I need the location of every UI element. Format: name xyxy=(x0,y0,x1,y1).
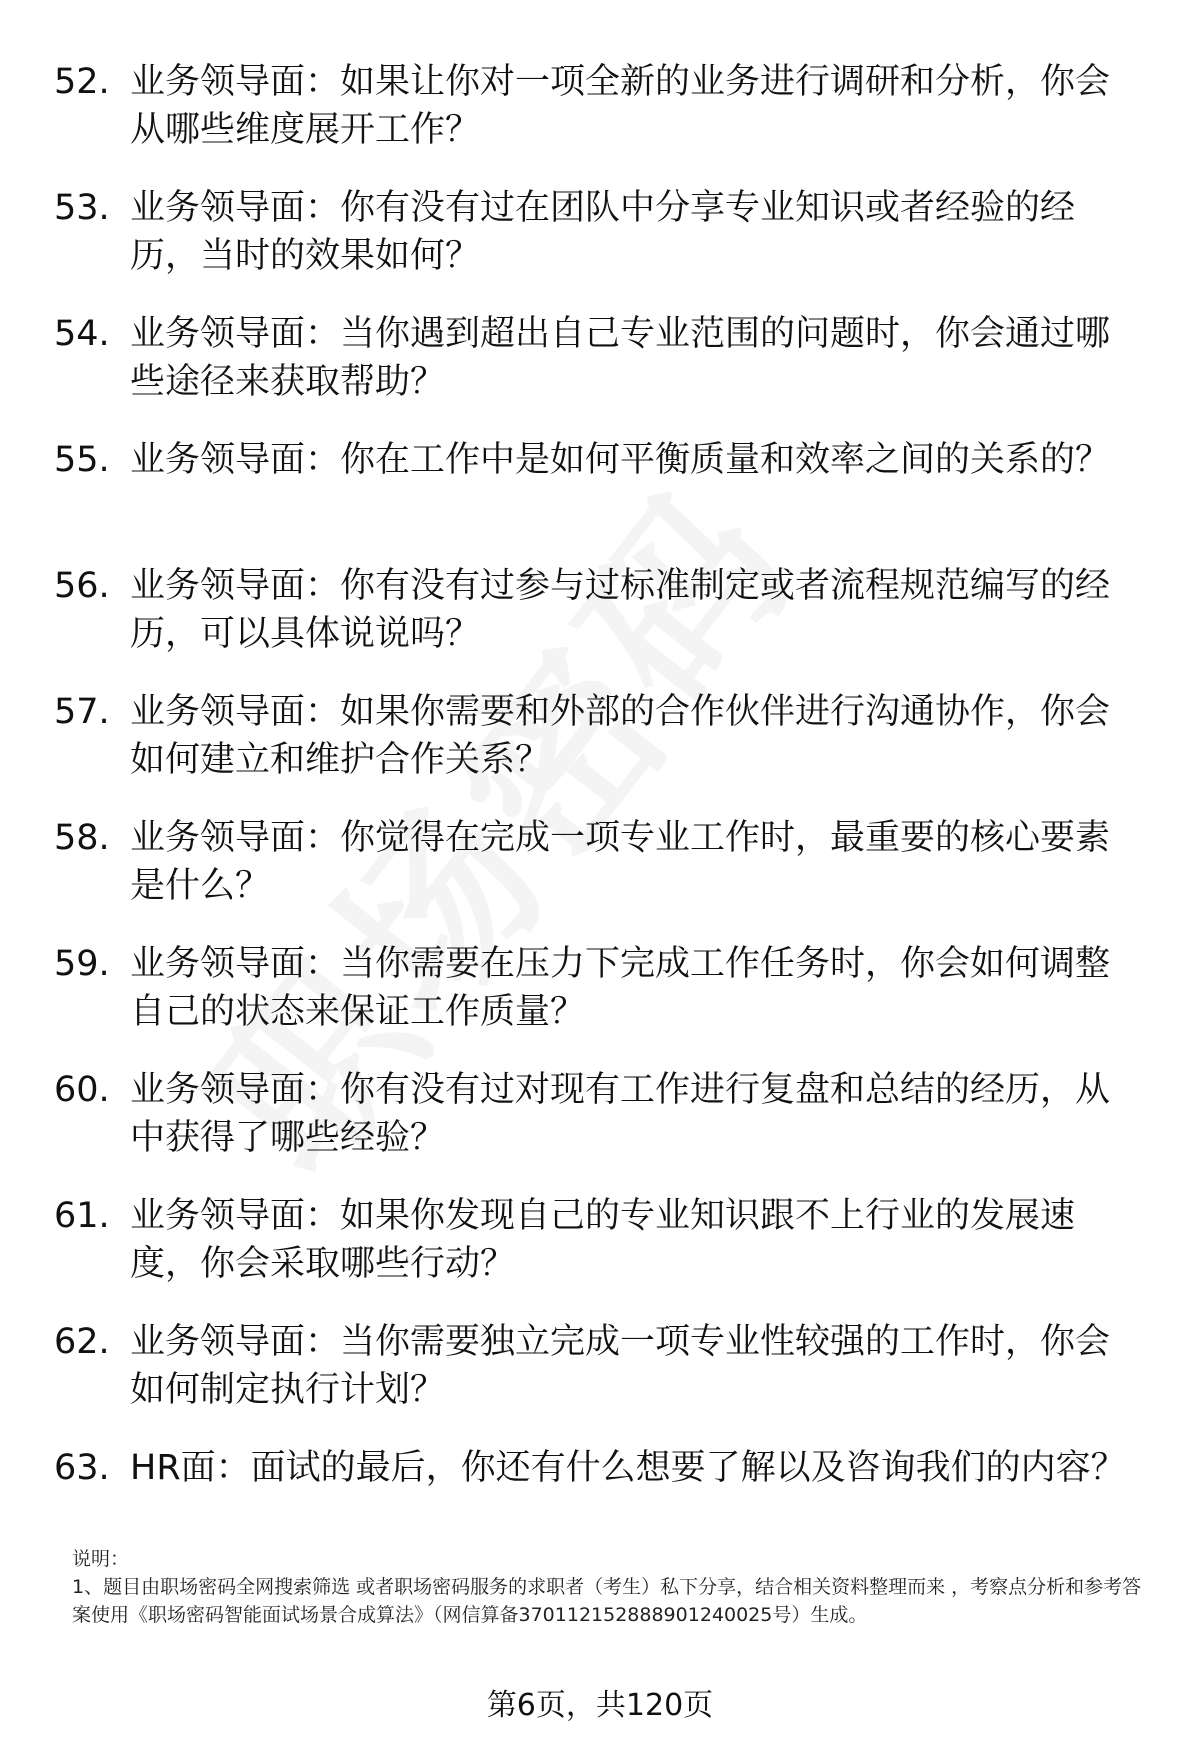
question-number: 57. xyxy=(54,692,110,732)
list-item xyxy=(0,436,1200,562)
question-list xyxy=(0,58,1200,1570)
notes-line: 1、题目由职场密码全网搜索筛选 或者职场密码服务的求职者（考生）私下分享，结合相关资料整理而来 ，考察点分析和参考答案使用《职场密码智能面试场景合成算法》（网信算备370112152888901240025号）生成。 xyxy=(72,1576,1142,1626)
question-number: 62. xyxy=(54,1322,110,1362)
question-text: 业务领导面：如果你需要和外部的合作伙伴进行沟通协作，你会如何建立和维护合作关系？ xyxy=(130,692,1111,780)
notes-heading: 说明： xyxy=(72,1548,130,1570)
question-number: 55. xyxy=(54,440,110,480)
question-number: 61. xyxy=(54,1196,110,1236)
list-item xyxy=(0,310,1200,436)
list-item xyxy=(0,1192,1200,1318)
list-item xyxy=(0,940,1200,1066)
question-text: 业务领导面：如果让你对一项全新的业务进行调研和分析，你会从哪些维度展开工作？ xyxy=(130,62,1111,150)
question-number: 60. xyxy=(54,1070,110,1110)
question-number: 58. xyxy=(54,818,110,858)
question-number: 63. xyxy=(54,1448,110,1488)
list-item xyxy=(0,184,1200,310)
list-item xyxy=(0,562,1200,688)
question-number: 56. xyxy=(54,566,110,606)
question-number: 52. xyxy=(54,62,110,102)
list-item xyxy=(0,814,1200,940)
list-item xyxy=(0,1318,1200,1444)
notes-section xyxy=(72,1545,1152,1629)
question-text: 业务领导面：如果你发现自己的专业知识跟不上行业的发展速度，你会采取哪些行动？ xyxy=(130,1196,1076,1284)
list-item xyxy=(0,1066,1200,1192)
list-item xyxy=(0,688,1200,814)
question-text: HR面：面试的最后，你还有什么想要了解以及咨询我们的内容？ xyxy=(130,1448,1126,1488)
question-number: 54. xyxy=(54,314,110,354)
question-text: 业务领导面：你觉得在完成一项专业工作时，最重要的核心要素是什么？ xyxy=(130,818,1111,906)
question-text: 业务领导面：当你需要在压力下完成工作任务时，你会如何调整自己的状态来保证工作质量？ xyxy=(130,944,1111,1032)
page-number: 第6页，共120页 xyxy=(486,1688,714,1723)
question-number: 53. xyxy=(54,188,110,228)
question-text: 业务领导面：你有没有过在团队中分享专业知识或者经验的经历，当时的效果如何？ xyxy=(130,188,1076,276)
question-number: 59. xyxy=(54,944,110,984)
question-text: 业务领导面：当你需要独立完成一项专业性较强的工作时，你会如何制定执行计划？ xyxy=(130,1322,1111,1410)
list-item xyxy=(0,58,1200,184)
question-text: 业务领导面：你在工作中是如何平衡质量和效率之间的关系的？ xyxy=(130,440,1111,480)
question-text: 业务领导面：当你遇到超出自己专业范围的问题时，你会通过哪些途径来获取帮助？ xyxy=(130,314,1111,402)
question-text: 业务领导面：你有没有过对现有工作进行复盘和总结的经历，从中获得了哪些经验？ xyxy=(130,1070,1111,1158)
question-text: 业务领导面：你有没有过参与过标准制定或者流程规范编写的经历，可以具体说说吗？ xyxy=(130,566,1111,654)
